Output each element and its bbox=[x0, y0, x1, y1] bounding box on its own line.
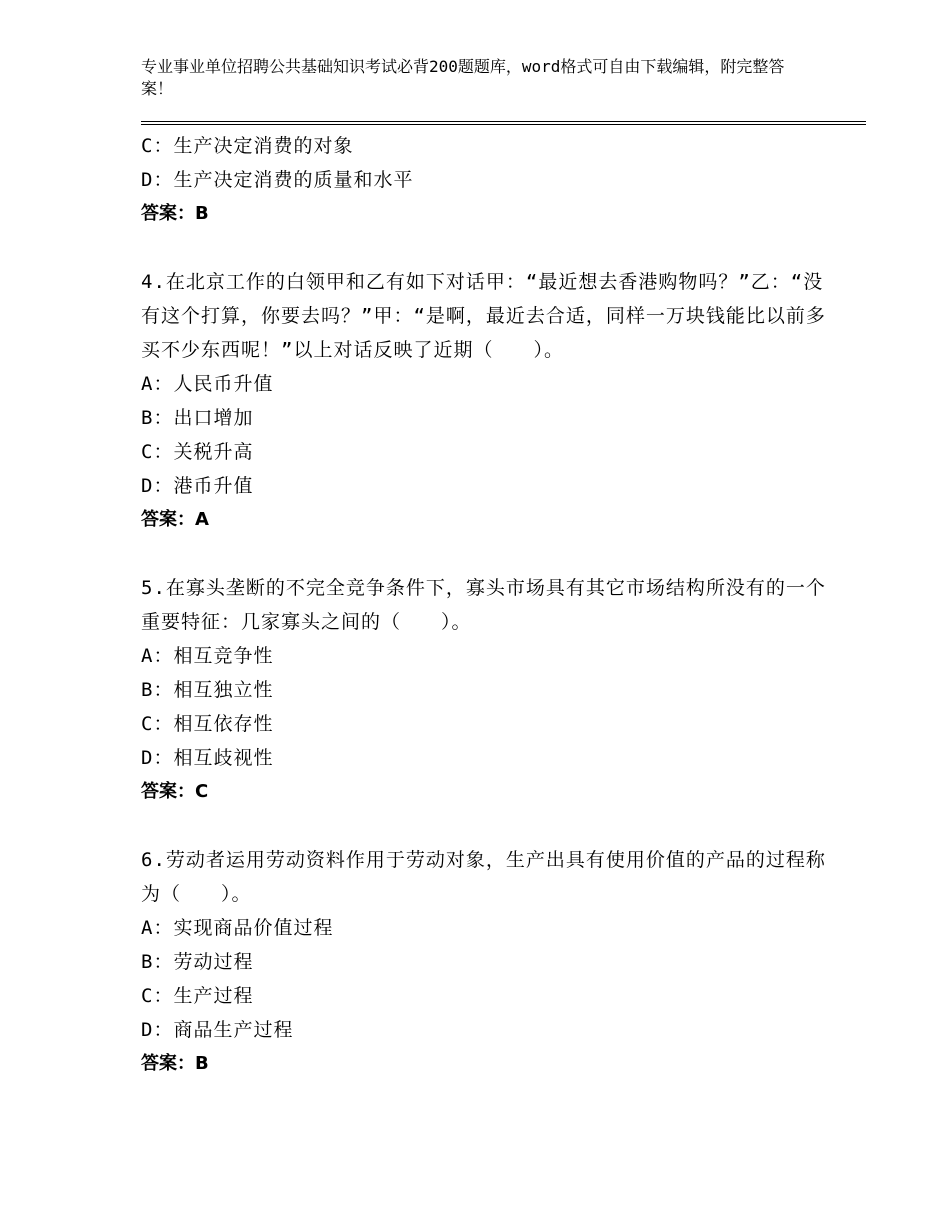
option-a: A：人民币升值 bbox=[141, 373, 274, 395]
question-stem: 5.在寡头垄断的不完全竞争条件下，寡头市场具有其它市场结构所没有的一个重要特征：几家寡头之间的（ ）。 bbox=[141, 577, 826, 633]
option-b: B：劳动过程 bbox=[141, 951, 254, 973]
option-c: C：生产过程 bbox=[141, 985, 254, 1007]
question-6 bbox=[141, 843, 831, 1081]
question-stem: 6.劳动者运用劳动资料作用于劳动对象，生产出具有使用价值的产品的过程称为（ ）。 bbox=[141, 849, 826, 905]
answer-line: 答案：A bbox=[141, 509, 209, 530]
option-d: D：生产决定消费的质量和水平 bbox=[141, 169, 414, 191]
option-a: A：相互竞争性 bbox=[141, 645, 274, 667]
option-a: A：实现商品价值过程 bbox=[141, 917, 334, 939]
document-body bbox=[141, 129, 831, 1081]
option-b: B：相互独立性 bbox=[141, 679, 274, 701]
answer-line: 答案：B bbox=[141, 203, 209, 224]
answer-line: 答案：C bbox=[141, 781, 209, 802]
option-c: C：生产决定消费的对象 bbox=[141, 135, 354, 157]
question-4 bbox=[141, 265, 831, 537]
header-divider bbox=[141, 121, 866, 125]
previous-question-tail bbox=[141, 129, 831, 231]
question-5 bbox=[141, 571, 831, 809]
option-d: D：相互歧视性 bbox=[141, 747, 274, 769]
answer-line: 答案：B bbox=[141, 1053, 209, 1074]
page-header: 专业事业单位招聘公共基础知识考试必背200题题库，word格式可自由下载编辑，附完整答案！ bbox=[141, 57, 785, 98]
option-d: D：港币升值 bbox=[141, 475, 254, 497]
option-d: D：商品生产过程 bbox=[141, 1019, 294, 1041]
option-c: C：关税升高 bbox=[141, 441, 254, 463]
option-c: C：相互依存性 bbox=[141, 713, 274, 735]
question-stem: 4.在北京工作的白领甲和乙有如下对话甲：“最近想去香港购物吗？”乙：“没有这个打算，你要去吗？”甲：“是啊，最近去合适，同样一万块钱能比以前多买不少东西呢！”以上对话反映了近期（ ）。 bbox=[141, 271, 826, 361]
option-b: B：出口增加 bbox=[141, 407, 254, 429]
